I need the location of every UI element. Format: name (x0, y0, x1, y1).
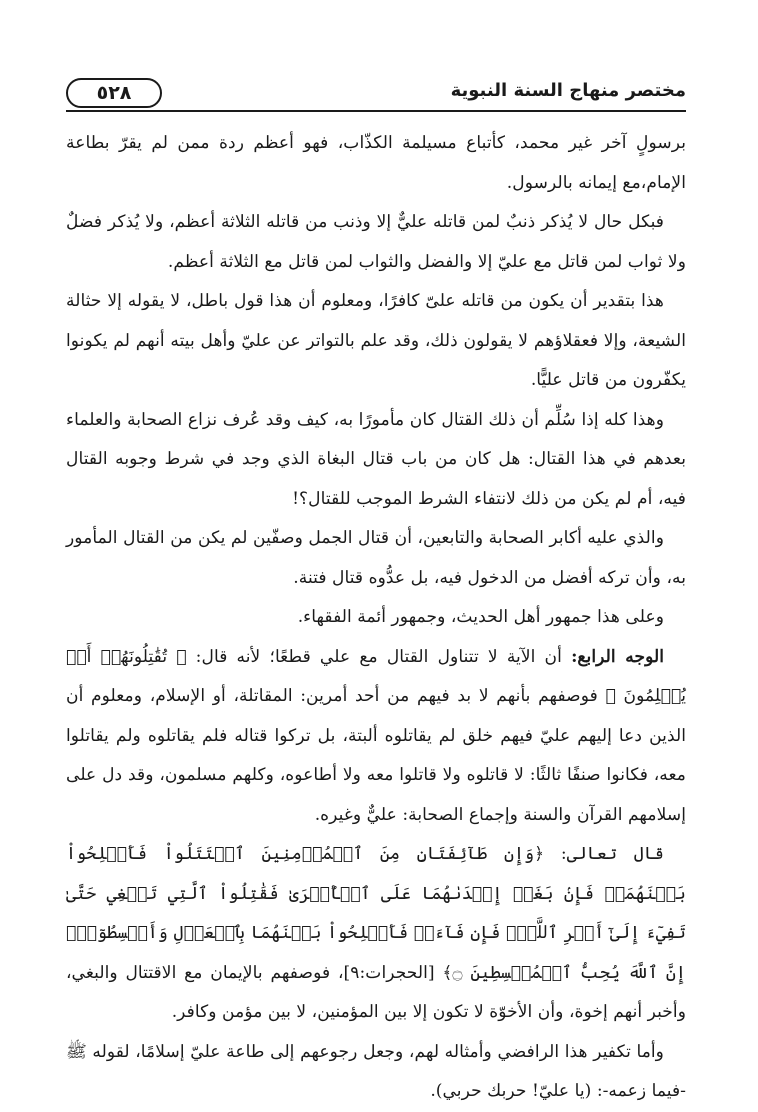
page-number-text: ٥٢٨ (96, 82, 132, 104)
page-number (66, 78, 162, 108)
paragraph-1 (66, 124, 686, 203)
page-header (66, 72, 686, 112)
paragraph-text: قال تعالى: ﴿وَإِن طَآئِفَتَانِ مِنَ ٱلۡمُؤۡمِنِينَ ٱقۡتَتَلُواْ فَأَصۡلِحُواْ بَيۡنَهُمَاۖ فَإِنۢ بَغَتۡ إِحۡدَىٰهُمَا عَلَى ٱلۡأُخۡرَىٰ فَقَٰتِلُواْ ٱلَّتِي تَبۡغِي حَتَّىٰ تَفِيٓءَ إِلَىٰٓ أَمۡرِ ٱللَّهِۚ فَإِن فَآءَتۡ فَأَصۡلِحُواْ بَيۡنَهُمَا بِٱلۡعَدۡلِ وَأَقۡسِطُوٓاْۖ إِنَّ ٱللَّهَ يُحِبُّ ٱلۡمُقۡسِطِينَ ۝﴾ [الحجرات:٩]، فوصفهم بالإيمان مع الاقتتال والبغي، وأخبر أنهم إخوة، وأن الأخوّة لا تكون إلا بين المؤمنين، لا بين مؤمن وكافر. (66, 844, 687, 1022)
header-divider (66, 110, 686, 112)
paragraph-text: وعلى هذا جمهور أهل الحديث، وجمهور أئمة الفقهاء. (297, 607, 664, 627)
body-text (66, 124, 686, 1112)
paragraph-text: برسولٍ آخر غير محمد، كأتباع مسيلمة الكذّاب، فهو أعظم ردة ممن لم يقرّ بطاعة الإمام،مع إيمانه بالرسول. (66, 133, 686, 193)
section-lead: الوجه الرابع: (571, 646, 664, 667)
paragraph-text: وهذا كله إذا سُلِّم أن ذلك القتال كان مأمورًا به، كيف وقد عُرف نزاع الصحابة والعلماء بعدهم في هذا القتال: هل كان من باب قتال البغاة الذي وجد في شرط وجوبه القتال فيه، أم لم يكن من ذلك لانتفاء الشرط الموجب للقتال؟! (66, 409, 686, 509)
paragraph-text: أن الآية لا تتناول القتال مع علي قطعًا؛ لأنه قال: ﴿ تُقَٰتِلُونَهُمۡ أَوۡ يُسۡلِمُونَ ﴾ فوصفهم بأنهم لا بد فيهم من أحد أمرين: المقاتلة، أو الإسلام، ومعلوم أن الذين دعا إليهم عليّ فيهم خلق لم يقاتلوه ألبتة، بل تركوا قتاله فلم يقاتلوه ولم يقاتلوا معه، فكانوا صنفًا ثالثًا: لا قاتلوه ولا قاتلوا معه ولا أطاعوه، وكلهم مسلمون، وقد دل على إسلامهم القرآن والسنة وإجماع الصحابة: عليٌّ وغيره. (66, 646, 686, 825)
paragraph-4 (66, 401, 686, 520)
paragraph-5 (66, 519, 686, 598)
running-title: مختصر منهاج السنة النبوية (450, 80, 686, 101)
paragraph-text: هذا بتقدير أن يكون من قاتله علىّ كافرًا، ومعلوم أن هذا قول باطل، لا يقوله إلا حثالة الشيعة، وإلا فعقلاؤهم لا يقولون ذلك، وقد علم بالتواتر عن عليّ وأهل بيته أنهم لم يكونوا يكفّرون من قاتل عليًّا. (66, 291, 686, 390)
paragraph-9 (66, 1033, 686, 1112)
paragraph-2 (66, 203, 686, 282)
paragraph-8 (66, 835, 686, 1033)
paragraph-6 (66, 598, 686, 638)
paragraph-7 (66, 638, 686, 836)
paragraph-3 (66, 282, 686, 401)
paragraph-text: فبكل حال لا يُذكر ذنبٌ لمن قاتله عليٌّ إلا وذنب من قاتله الثلاثة أعظم، ولا يُذكر فضلٌ ولا ثواب لمن قاتل مع عليّ إلا والفضل والثواب لمن قاتل مع الثلاثة أعظم. (66, 212, 686, 272)
paragraph-text: والذي عليه أكابر الصحابة والتابعين، أن قتال الجمل وصفّين لم يكن من القتال المأمور به، وأن تركه أفضل من الدخول فيه، بل عدُّوه قتال فتنة. (66, 528, 686, 588)
paragraph-text: وأما تكفير هذا الرافضي وأمثاله لهم، وجعل رجوعهم إلى طاعة عليّ إسلامًا، لقوله ﷺ -فيما زعمه-: (يا عليّ! حربك حربي). (66, 1041, 686, 1101)
